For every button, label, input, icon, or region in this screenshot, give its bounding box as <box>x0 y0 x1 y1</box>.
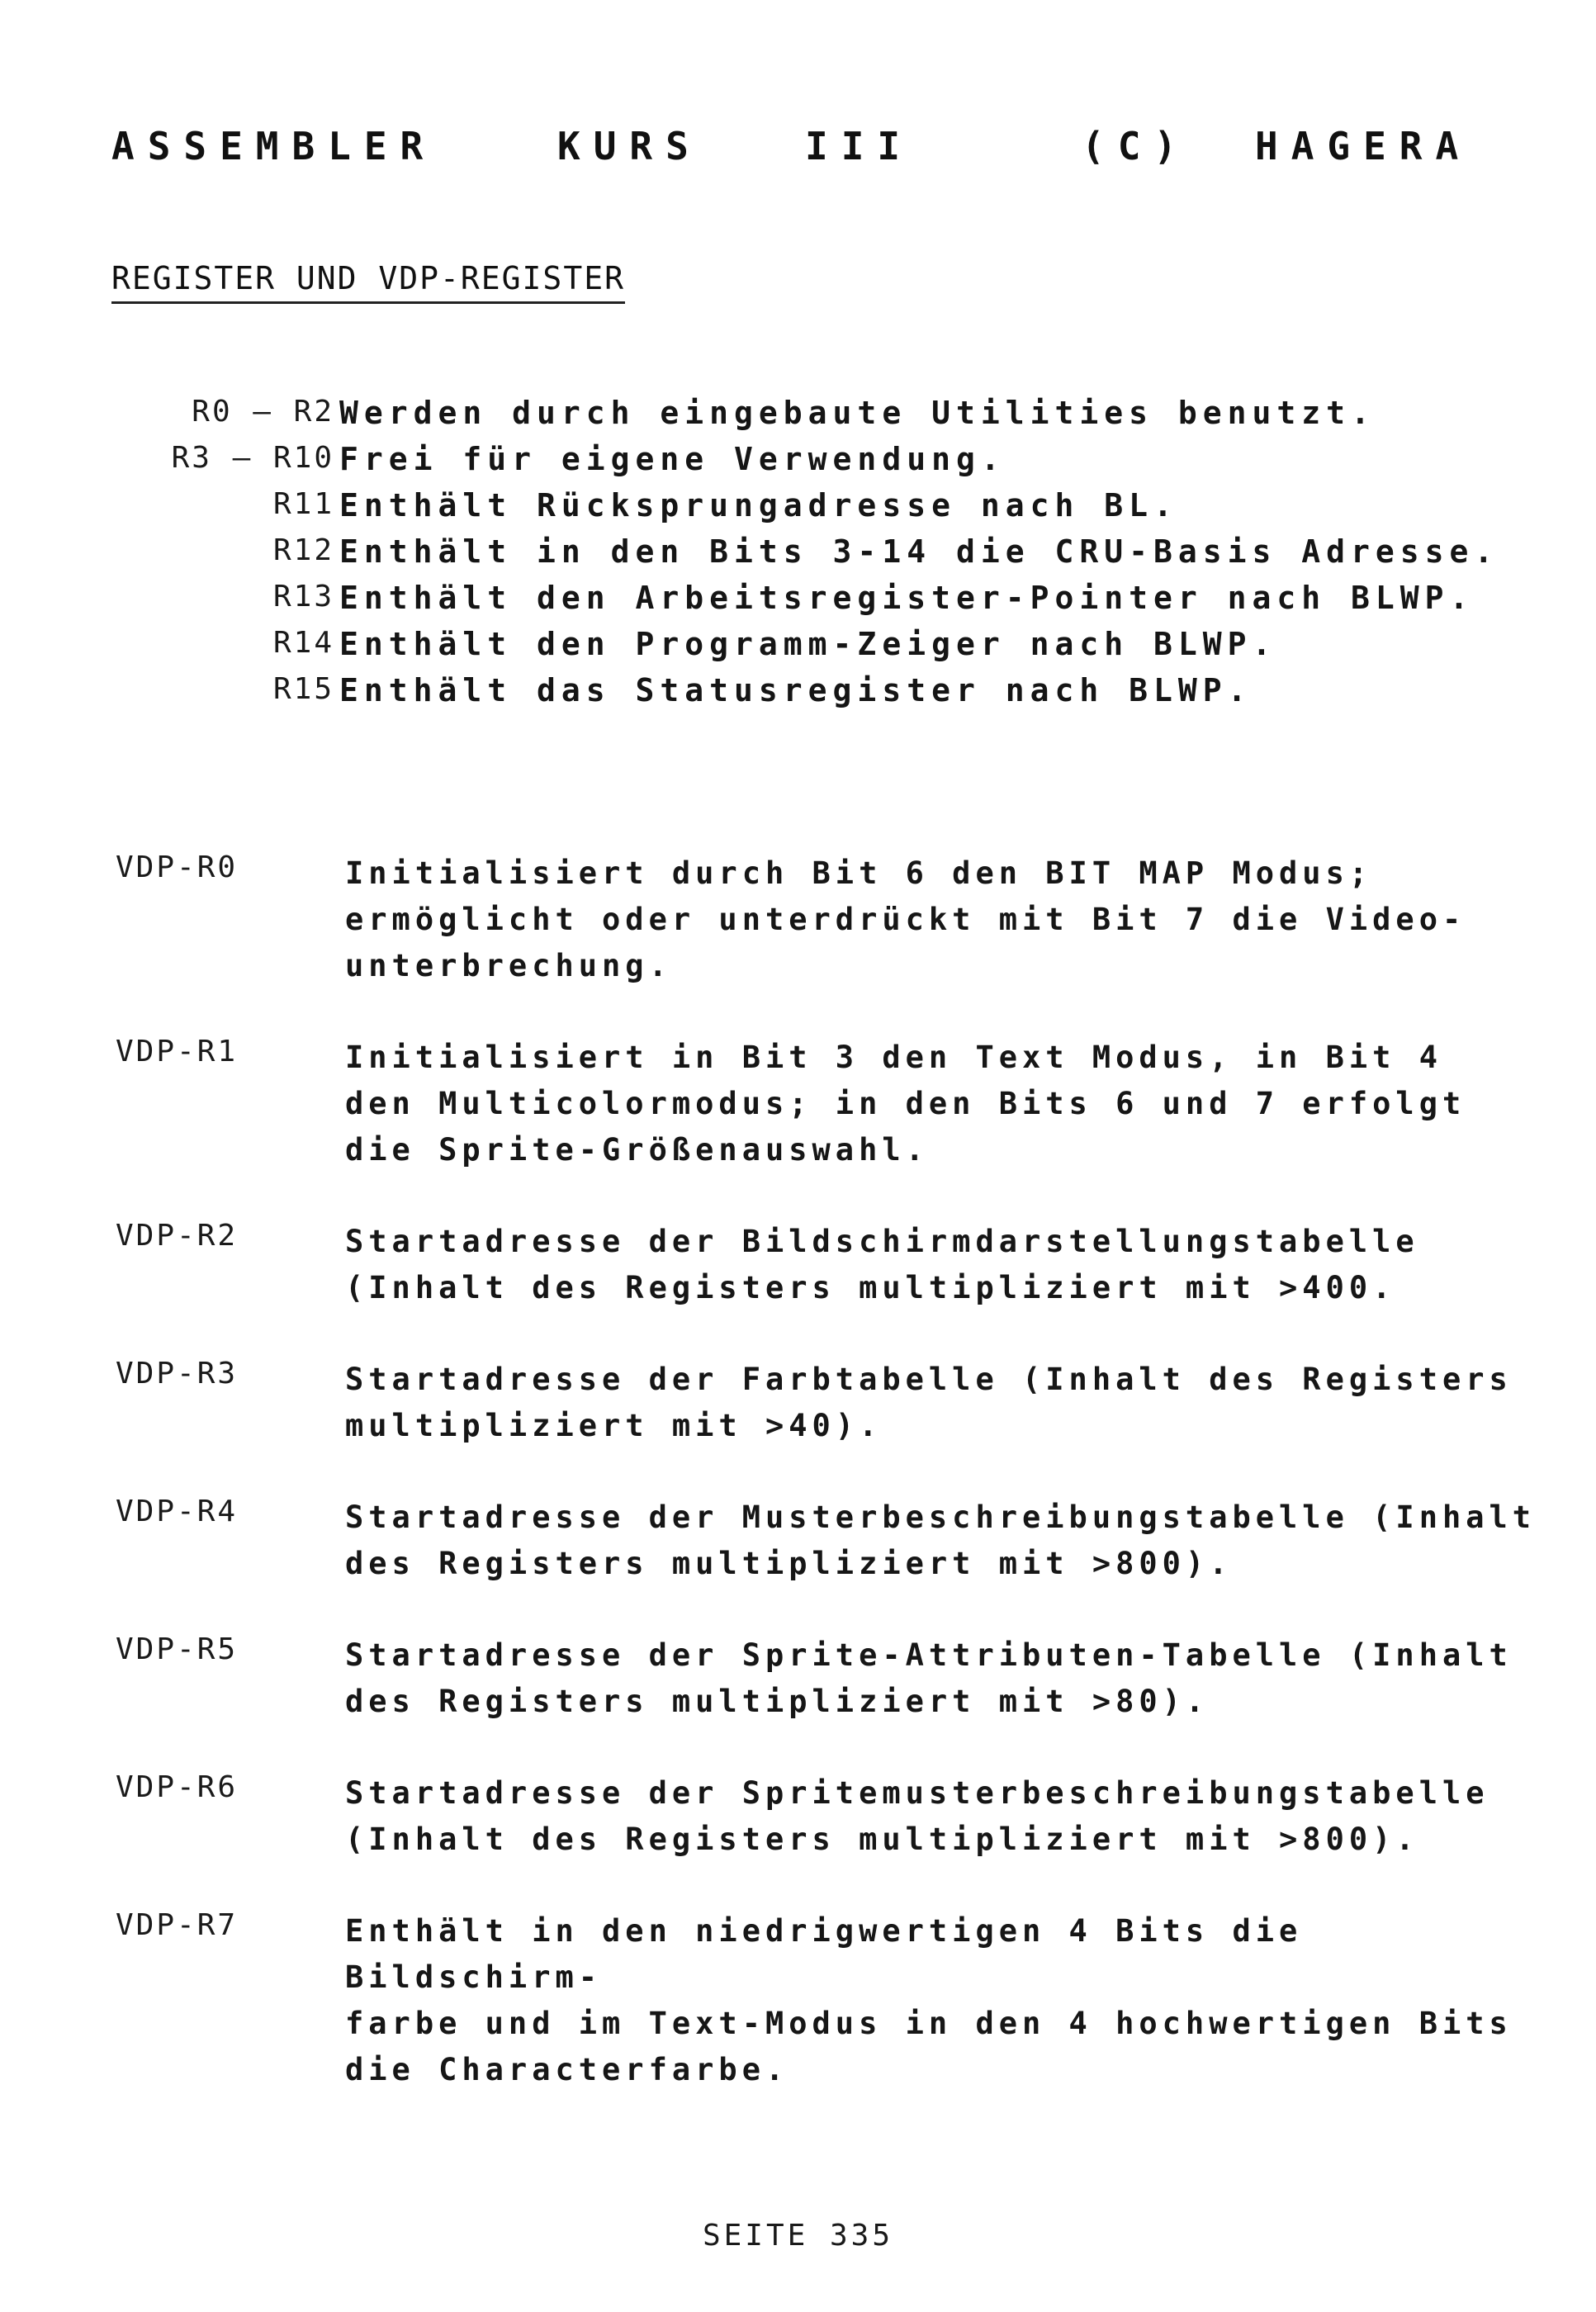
vdp-register-item <box>116 1495 1569 1587</box>
vdp-register-item <box>116 1357 1569 1449</box>
cpu-register-row <box>111 395 1515 441</box>
cpu-register-row <box>111 533 1515 580</box>
vdp-register-item <box>116 1908 1569 2093</box>
cpu-register-name: R11 <box>272 487 334 521</box>
cpu-register-row <box>111 626 1515 672</box>
vdp-register-item <box>116 850 1569 989</box>
cpu-register-name: R13 <box>272 580 334 614</box>
cpu-register-list <box>111 395 1515 718</box>
header-copyright: (C) <box>1082 124 1191 168</box>
vdp-register-item <box>116 1632 1569 1725</box>
vdp-register-item <box>116 1219 1569 1311</box>
section-title: REGISTER UND VDP-REGISTER <box>111 260 625 304</box>
vdp-register-name: VDP-R4 <box>116 1495 239 1528</box>
vdp-register-description: Startadresse der Farbtabelle (Inhalt des Registers multipliziert mit >40). <box>345 1362 1513 1443</box>
cpu-register-description: Enthält in den Bits 3-14 die CRU-Basis Adresse. <box>339 533 1499 570</box>
vdp-register-name: VDP-R2 <box>116 1219 239 1253</box>
cpu-register-name: R12 <box>272 533 334 567</box>
vdp-register-description: Startadresse der Bildschirmdarstellungstabelle (Inhalt des Registers multipliziert mit >400. <box>345 1224 1419 1305</box>
vdp-register-description: Startadresse der Sprite-Attributen-Tabelle (Inhalt des Registers multipliziert mit >80). <box>345 1637 1513 1719</box>
cpu-register-description: Frei für eigene Verwendung. <box>339 441 1006 477</box>
vdp-register-name: VDP-R0 <box>116 850 239 884</box>
vdp-register-description: Startadresse der Musterbeschreibungstabelle (Inhalt des Registers multipliziert mit >800). <box>345 1499 1537 1581</box>
header-course: KURS <box>557 124 702 168</box>
cpu-register-row <box>111 487 1515 533</box>
page-number: SEITE 335 <box>702 2219 894 2253</box>
vdp-register-name: VDP-R5 <box>116 1632 239 1666</box>
vdp-register-description: Initialisiert in Bit 3 den Text Modus, in Bit 4 den Multicolormodus; in den Bits 6 und 7 erfolgt die Sprite-Größenauswahl. <box>345 1040 1466 1168</box>
header-author: HAGERA <box>1255 124 1472 168</box>
header-volume: III <box>805 124 914 168</box>
cpu-register-name: R3 – R10 <box>171 441 334 475</box>
vdp-register-name: VDP-R6 <box>116 1770 239 1804</box>
cpu-register-description: Enthält den Programm-Zeiger nach BLWP. <box>339 626 1277 662</box>
cpu-register-name: R14 <box>272 626 334 660</box>
vdp-register-name: VDP-R3 <box>116 1357 239 1391</box>
cpu-register-description: Enthält Rücksprungadresse nach BL. <box>339 487 1178 524</box>
cpu-register-description: Werden durch eingebaute Utilities benutzt. <box>339 395 1376 431</box>
vdp-register-description: Startadresse der Spritemusterbeschreibungstabelle (Inhalt des Registers multipliziert mit >800). <box>345 1775 1489 1857</box>
cpu-register-row <box>111 672 1515 718</box>
vdp-register-description: Initialisiert durch Bit 6 den BIT MAP Modus; ermöglicht oder unterdrückt mit Bit 7 die Video- unterbrechung. <box>345 855 1466 983</box>
vdp-register-name: VDP-R1 <box>116 1035 239 1068</box>
vdp-register-description: Enthält in den niedrigwertigen 4 Bits die Bildschirm- farbe und im Text-Modus in den 4 hochwertigen Bits die Characterfarbe. <box>345 1913 1513 2087</box>
vdp-register-list <box>116 850 1569 2139</box>
vdp-register-item <box>116 1770 1569 1863</box>
cpu-register-description: Enthält den Arbeitsregister-Pointer nach BLWP. <box>339 580 1475 616</box>
vdp-register-item <box>116 1035 1569 1173</box>
header-title: ASSEMBLER <box>111 124 437 168</box>
cpu-register-name: R15 <box>272 672 334 706</box>
cpu-register-row <box>111 580 1515 626</box>
cpu-register-name: R0 – R2 <box>192 395 334 429</box>
page-header <box>111 124 1532 168</box>
cpu-register-row <box>111 441 1515 487</box>
cpu-register-description: Enthält das Statusregister nach BLWP. <box>339 672 1253 708</box>
vdp-register-name: VDP-R7 <box>116 1908 239 1942</box>
